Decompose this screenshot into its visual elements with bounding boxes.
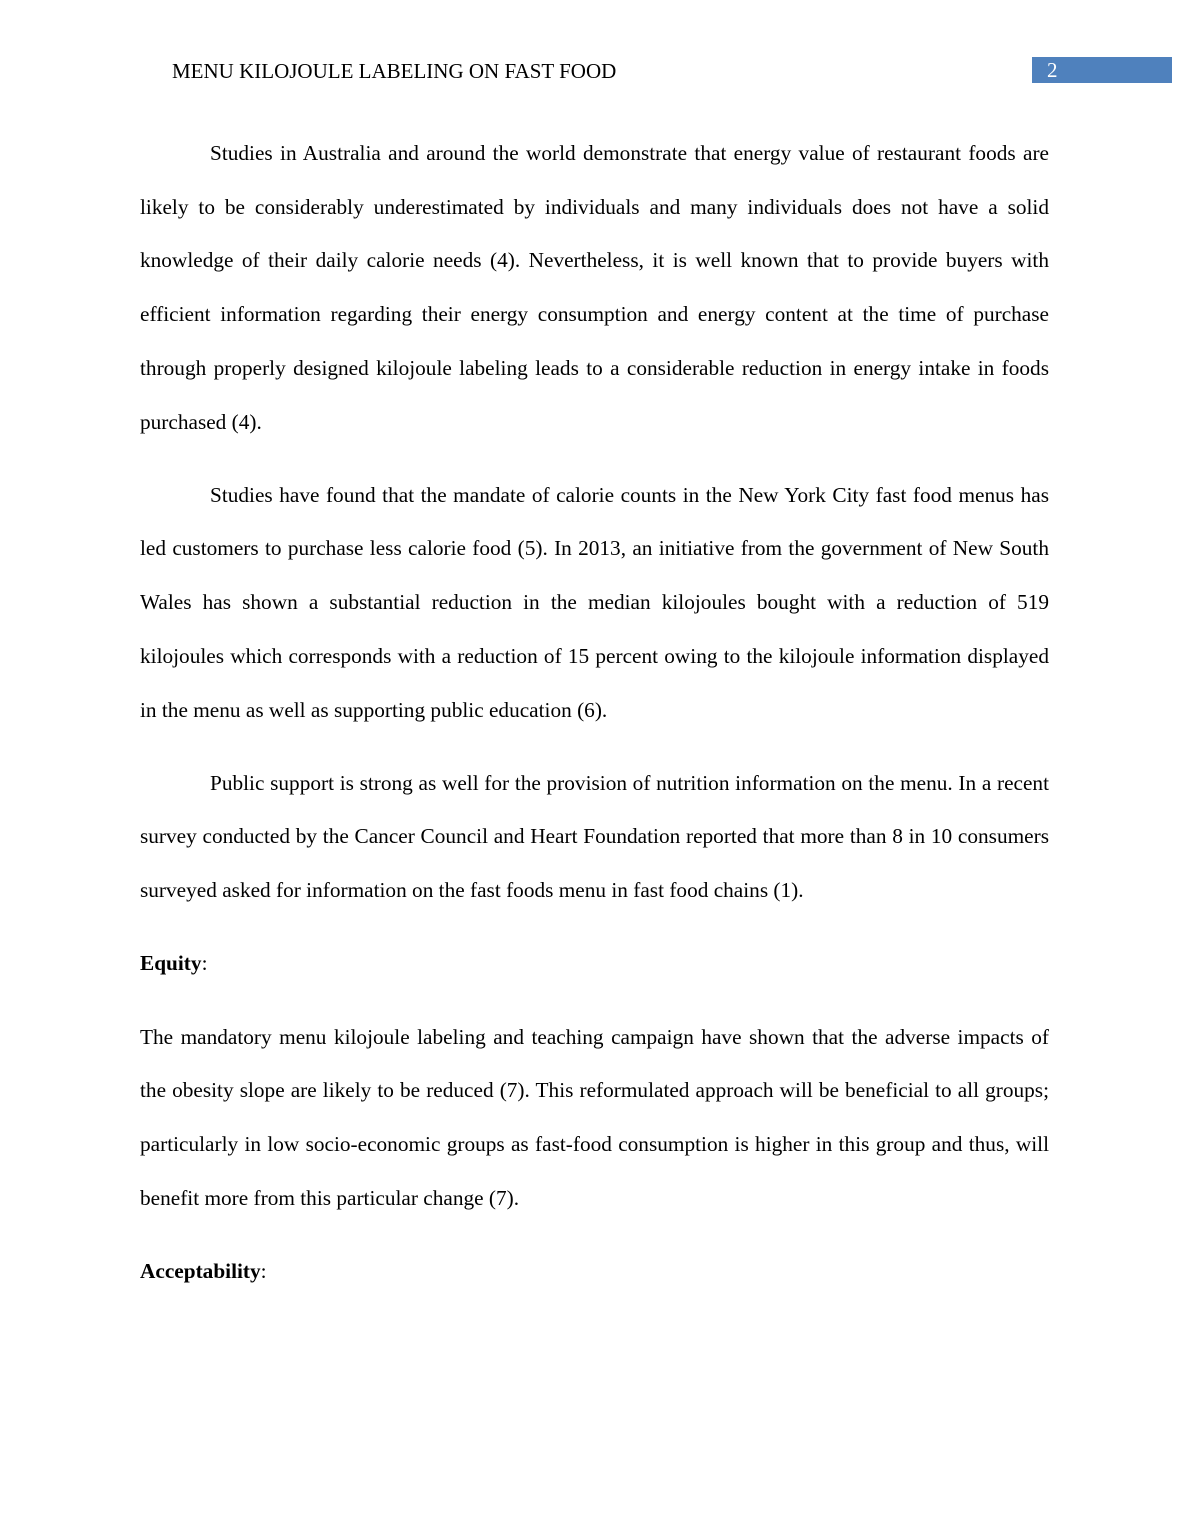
equity-heading-text: Equity (140, 951, 202, 976)
document-body (140, 127, 1049, 1318)
page-number-box (1032, 57, 1172, 83)
section-heading-equity (140, 937, 1049, 991)
equity-heading-colon: : (201, 951, 208, 976)
running-header-title: MENU KILOJOULE LABELING ON FAST FOOD (172, 59, 617, 83)
paragraph-public-support: Public support is strong as well for the provision of nutrition information on the menu. In a recent survey conducted by the Cancer Council and Heart Foundation reported that more than 8 in 10 consumers surveyed asked for information on the fast foods menu in fast food chains (1). (140, 770, 1049, 903)
paragraph-energy-underestimation: Studies in Australia and around the world demonstrate that energy value of restaurant foods are likely to be considerably underestimated by individuals and many individuals does not have a solid knowledge of their daily calorie needs (4). Nevertheless, it is well known that to provide buyers with efficient information regarding their energy consumption and energy content at the time of purchase through properly designed kilojoule labeling leads to a considerable reduction in energy intake in foods purchased (4). (140, 141, 1049, 434)
page-number: 2 (1047, 58, 1058, 82)
paragraph-equity: The mandatory menu kilojoule labeling and teaching campaign have shown that the adverse impacts of the obesity slope are likely to be reduced (7). This reformulated approach will be beneficial to all groups; particularly in low socio-economic groups as fast-food consumption is higher in this group and thus, will benefit more from this particular change (7). (140, 1024, 1049, 1210)
paragraph-new-york-nsw-studies: Studies have found that the mandate of calorie counts in the New York City fast food menus has led customers to purchase less calorie food (5). In 2013, an initiative from the government of New South Wales has shown a substantial reduction in the median kilojoules bought with a reduction of 519 kilojoules which corresponds with a reduction of 15 percent owing to the kilojoule information displayed in the menu as well as supporting public education (6). (140, 482, 1049, 722)
acceptability-heading-colon: : (260, 1258, 267, 1283)
acceptability-heading-text: Acceptability (140, 1258, 261, 1283)
section-heading-acceptability (140, 1245, 1049, 1299)
